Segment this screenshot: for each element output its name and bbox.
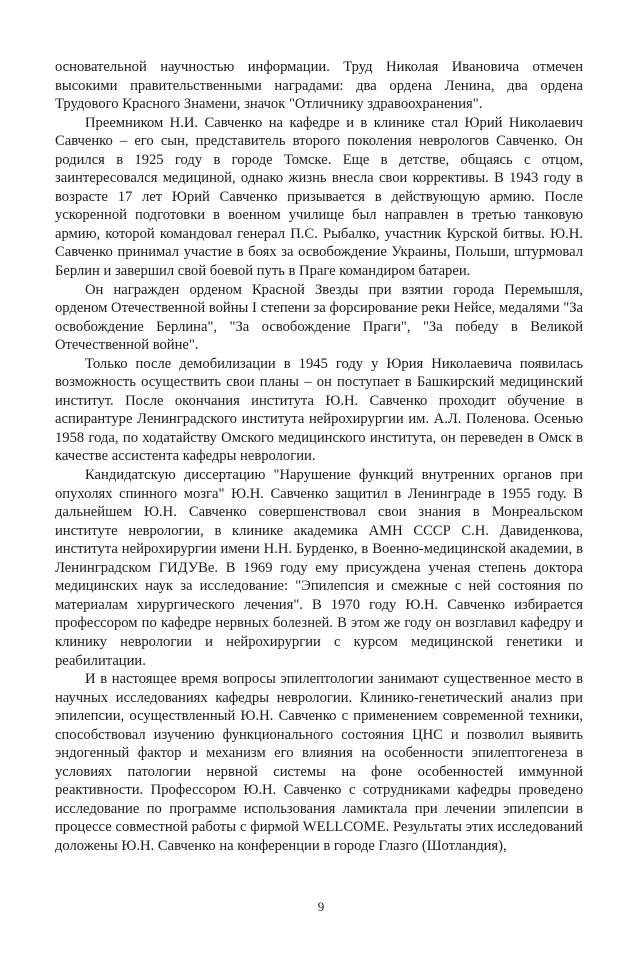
- paragraph-continuation: основательной научностью информации. Труд Николая Ивановича отмечен высокими правительственными наградами: два ордена Ленина, два ордена Трудового Красного Знамени, значок "Отличнику здравоохранения".: [55, 59, 583, 113]
- paragraph-successor: Преемником Н.И. Савченко на кафедре и в клинике стал Юрий Николаевич Савченко – его сын, представитель второго поколения неврологов Савченко. Он родился в 1925 году в городе Томске. Еще в детстве, общаясь с отцом, заинтересовался медициной, однако жизнь внесла свои коррективы. В 1943 году в возрасте 17 лет Юрий Савченко призывается в действующую армию. После ускоренной подготовки в военном училище был направлен в третью танковую армию, которой командовал генерал П.С. Рыбалко, участник Курской битвы. Ю.Н. Савченко принимал участие в боях за освобождение Украины, Польши, штурмовал Берлин и завершил свой боевой путь в Праге командиром батареи.: [55, 114, 583, 280]
- paragraph-epileptology: И в настоящее время вопросы эпилептологии занимают существенное место в научных исследованиях кафедры неврологии. Клинико-генетический анализ при эпилепсии, осуществленный Ю.Н. Савченко с применением современной техники, способствовал изучению функционального состояния ЦНС и позволил выявить эндогенный фактор и механизм его влияния на особенности эпилептогенеза в условиях патологии нервной системы на фоне особенностей иммунной реактивности. Профессором Ю.Н. Савченко с сотрудниками кафедры проведено исследование по программе использования ламиктала при лечении эпилепсии в процессе совместной работы с фирмой WELLCOME. Результаты этих исследований доложены Ю.Н. Савченко на конференции в городе Глазго (Шотландия),: [55, 671, 583, 854]
- paragraph-awards: Он награжден орденом Красной Звезды при взятии города Перемышля, орденом Отечественной войны I степени за форсирование реки Нейсе, медалями "За освобождение Берлина", "За освобождение Праги", "За победу в Великой Отечественной войне".: [55, 281, 583, 354]
- page-number: 9: [317, 899, 325, 914]
- body-text: [55, 58, 583, 856]
- paragraph-education: Только после демобилизации в 1945 году у Юрия Николаевича появилась возможность осуществить свои планы – он поступает в Башкирский медицинский институт. После окончания института Ю.Н. Савченко проходит обучение в аспирантуре Ленинградского института нейрохирургии им. А.Л. Поленова. Осенью 1958 года, по ходатайству Омского медицинского института, он переведен в Омск в качестве ассистента кафедры неврологии.: [55, 355, 583, 465]
- paragraph-dissertation: Кандидатскую диссертацию "Нарушение функций внутренних органов при опухолях спинного мозга" Ю.Н. Савченко защитил в Ленинграде в 1955 году. В дальнейшем Ю.Н. Савченко совершенствовал свои знания в Монреальском институте неврологии, в клинике академика АМН СССР С.Н. Давиденкова, института нейрохирургии имени Н.Н. Бурденко, в Военно-медицинской академии, в Ленинградском ГИДУВе. В 1969 году ему присуждена ученая степень доктора медицинских наук за исследование: "Эпилепсия и смежные с ней состояния по материалам хирургического лечения". В 1970 году Ю.Н. Савченко избирается профессором по кафедре нервных болезней. В этом же году он возглавил кафедру и клинику неврологии и нейрохирургии с курсом медицинской генетики и реабилитации.: [55, 467, 583, 669]
